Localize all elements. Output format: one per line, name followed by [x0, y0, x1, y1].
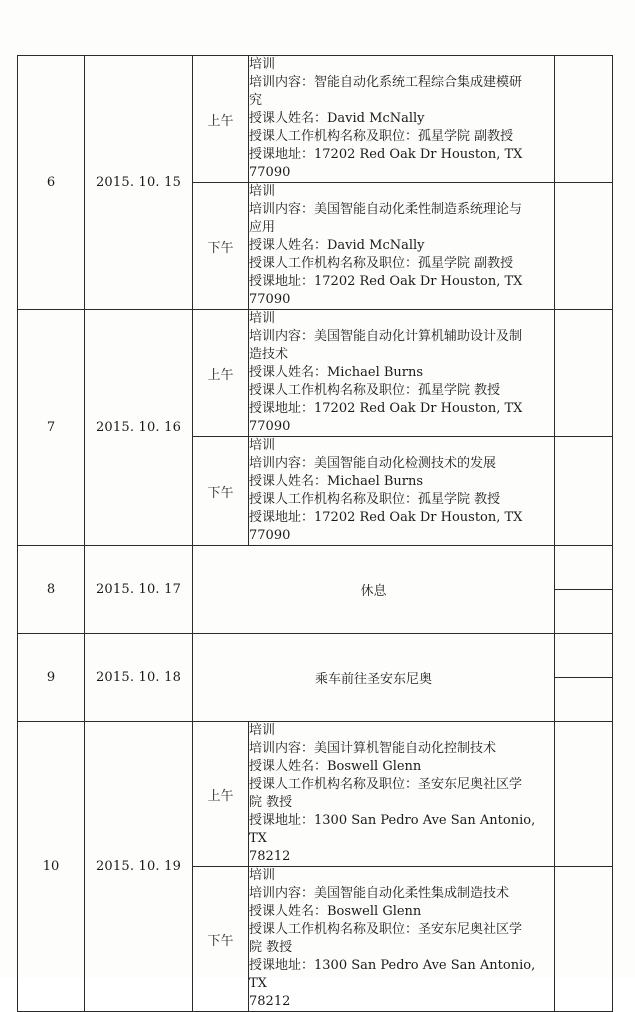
detail-line: 授课地址：17202 Red Oak Dr Houston, TX 77090 [249, 274, 523, 307]
detail-line: 授课人工作机构名称及职位：孤星学院 副教授 [249, 256, 514, 271]
row-number: 7 [18, 310, 85, 546]
schedule-row [18, 634, 613, 678]
blank-cell [555, 678, 613, 722]
detail-line: 培训内容：美国智能自动化计算机辅助设计及制 [249, 329, 523, 344]
row-number: 6 [18, 56, 85, 310]
schedule-row [18, 310, 613, 437]
detail-line: 授课人姓名：Boswell Glenn [249, 759, 422, 774]
detail-line: 培训 [249, 311, 276, 326]
blank-cell [555, 722, 613, 867]
schedule-row [18, 722, 613, 867]
row-date: 2015. 10. 16 [85, 310, 193, 546]
detail-line: 授课人姓名：Michael Burns [249, 474, 424, 489]
schedule-row [18, 546, 613, 590]
blank-cell [555, 546, 613, 590]
detail-line: 究 [249, 93, 263, 108]
afternoon-label: 下午 [193, 183, 249, 310]
row-date: 2015. 10. 19 [85, 722, 193, 1012]
row-number: 9 [18, 634, 85, 722]
blank-cell [555, 867, 613, 1012]
detail-line: 授课人工作机构名称及职位：孤星学院 教授 [249, 383, 501, 398]
detail-line: 培训 [249, 57, 276, 72]
detail-line: 授课人工作机构名称及职位：圣安东尼奥社区学 [249, 922, 523, 937]
detail-line: 院 教授 [249, 940, 293, 955]
row-date: 2015. 10. 17 [85, 546, 193, 634]
detail-line: 授课地址：17202 Red Oak Dr Houston, TX 77090 [249, 147, 523, 180]
row-date: 2015. 10. 18 [85, 634, 193, 722]
blank-cell [555, 56, 613, 183]
detail-line: 授课人工作机构名称及职位：孤星学院 副教授 [249, 129, 514, 144]
blank-cell [555, 183, 613, 310]
detail-line: 培训 [249, 184, 276, 199]
detail-line: 授课人工作机构名称及职位：孤星学院 教授 [249, 492, 501, 507]
detail-line: 授课人姓名：David McNally [249, 238, 425, 253]
detail-line: 授课人工作机构名称及职位：圣安东尼奥社区学 [249, 777, 523, 792]
morning-label: 上午 [193, 722, 249, 867]
detail-line: 授课人姓名：David McNally [249, 111, 425, 126]
morning-label: 上午 [193, 56, 249, 183]
session-details [249, 867, 555, 1012]
afternoon-label: 下午 [193, 437, 249, 546]
detail-line: 造技术 [249, 347, 289, 362]
blank-cell [555, 590, 613, 634]
detail-line: 培训内容：美国计算机智能自动化控制技术 [249, 741, 497, 756]
detail-line: 应用 [249, 220, 276, 235]
blank-cell [555, 437, 613, 546]
detail-line: 授课地址：17202 Red Oak Dr Houston, TX 77090 [249, 510, 523, 543]
detail-line: 培训内容：美国智能自动化柔性集成制造技术 [249, 886, 510, 901]
detail-line: 培训 [249, 868, 276, 883]
detail-line: 78212 [249, 849, 291, 864]
detail-line: 78212 [249, 994, 291, 1009]
detail-line: 授课人姓名：Michael Burns [249, 365, 424, 380]
detail-line: 培训 [249, 723, 276, 738]
detail-line: 授课地址：17202 Red Oak Dr Houston, TX 77090 [249, 401, 523, 434]
detail-line: 培训内容：美国智能自动化柔性制造系统理论与 [249, 202, 523, 217]
detail-line: 授课地址：1300 San Pedro Ave San Antonio, TX [249, 813, 536, 846]
session-details [249, 722, 555, 867]
detail-line: 授课地址：1300 San Pedro Ave San Antonio, TX [249, 958, 536, 991]
detail-line: 院 教授 [249, 795, 293, 810]
afternoon-label: 下午 [193, 867, 249, 1012]
session-details [249, 183, 555, 310]
row-number: 8 [18, 546, 85, 634]
day-note: 乘车前往圣安东尼奥 [193, 634, 555, 722]
day-note: 休息 [193, 546, 555, 634]
blank-cell [555, 634, 613, 678]
session-details [249, 310, 555, 437]
session-details [249, 56, 555, 183]
detail-line: 培训 [249, 438, 276, 453]
blank-cell [555, 310, 613, 437]
training-schedule-table [17, 55, 613, 1012]
detail-line: 培训内容：美国智能自动化检测技术的发展 [249, 456, 497, 471]
row-number: 10 [18, 722, 85, 1012]
row-date: 2015. 10. 15 [85, 56, 193, 310]
schedule-row [18, 56, 613, 183]
morning-label: 上午 [193, 310, 249, 437]
detail-line: 授课人姓名：Boswell Glenn [249, 904, 422, 919]
session-details [249, 437, 555, 546]
detail-line: 培训内容：智能自动化系统工程综合集成建模研 [249, 75, 523, 90]
